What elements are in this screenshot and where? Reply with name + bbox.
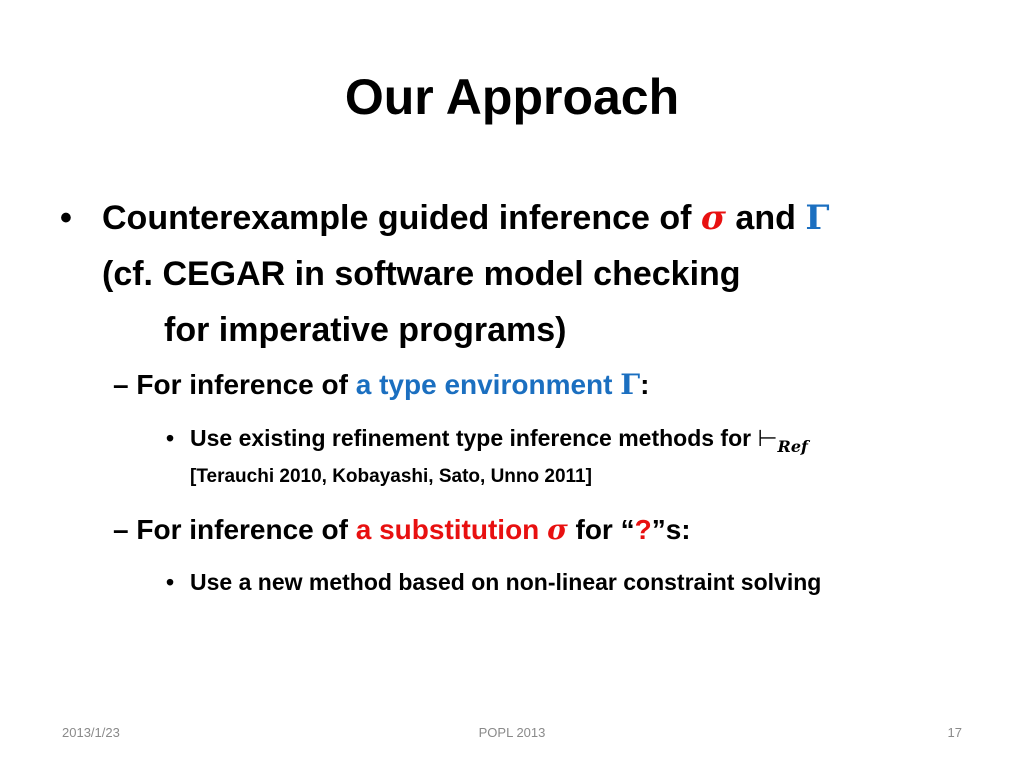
sub-bullet-substitution: [113, 510, 691, 550]
sub-item-refinement-line1: [190, 420, 808, 459]
main-bullet-line3: [102, 302, 829, 358]
sub-item-refinement-text: [190, 420, 808, 495]
small-bullet-marker: •: [166, 569, 175, 595]
sigma-symbol-sub: σ: [547, 513, 568, 546]
footer-date: 2013/1/23: [62, 725, 120, 740]
citation-text: [Terauchi 2010, Kobayashi, Sato, Unno 2011]: [190, 466, 592, 487]
sub-item-nonlinear-text: Use a new method based on non-linear constraint solving: [190, 569, 822, 595]
turnstile-symbol: ⊢: [757, 426, 778, 452]
dash-marker: –: [113, 514, 129, 545]
main-bullet-line3-text: for imperative programs): [164, 311, 567, 349]
and-text: and: [725, 199, 806, 237]
question-mark: ?: [634, 514, 652, 545]
small-bullet-marker: •: [166, 425, 175, 451]
sub1-suffix: :: [640, 369, 650, 400]
sigma-symbol: σ: [700, 198, 726, 238]
footer-conference: POPL 2013: [478, 725, 546, 740]
main-bullet-text: [102, 190, 829, 358]
type-environment-highlight: a type environment: [355, 369, 621, 400]
main-bullet-line1: [102, 190, 829, 246]
sub-item-nonlinear: [166, 564, 1016, 600]
gamma-symbol: Γ: [805, 198, 830, 238]
sub-item-refinement: [166, 420, 1006, 492]
sub1-prefix: For inference of: [128, 369, 356, 400]
substitution-highlight: a substitution: [355, 514, 548, 545]
footer-page-number: 17: [947, 725, 962, 740]
refinement-line1-text: Use existing refinement type inference methods for: [190, 425, 758, 451]
slide-title: Our Approach: [344, 69, 680, 125]
sub2-prefix: For inference of: [128, 514, 356, 545]
main-bullet-line2: (cf. CEGAR in software model checking: [102, 255, 741, 293]
sub2-middle: for “: [567, 514, 635, 545]
ref-subscript: Ref: [777, 437, 808, 456]
gamma-symbol-sub: Γ: [620, 368, 641, 401]
bullet-marker: •: [60, 199, 72, 237]
sub-bullet-type-environment: [113, 365, 649, 405]
main-bullet-line1-text: Counterexample guided inference of: [102, 199, 701, 237]
dash-marker: –: [113, 369, 129, 400]
sub2-suffix: ”s:: [651, 514, 691, 545]
